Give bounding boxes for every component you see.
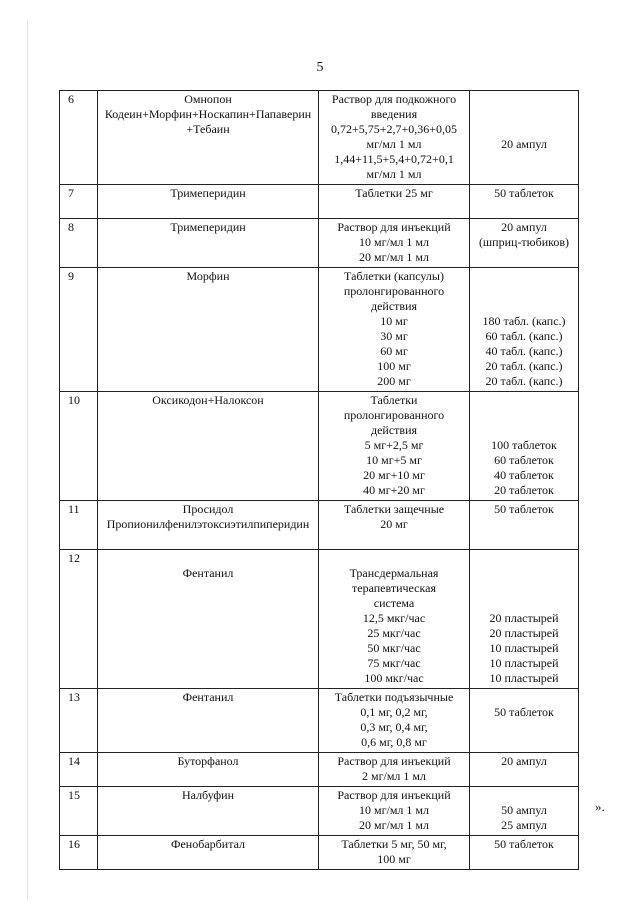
quantity-line xyxy=(473,167,575,182)
drug-name-line xyxy=(101,551,315,566)
dosage-form-cell xyxy=(319,185,470,219)
dosage-form-line: 60 мг xyxy=(380,344,408,358)
quantity-line: 40 таблеток xyxy=(494,468,554,482)
dosage-form-line xyxy=(322,201,466,216)
dosage-form-cell xyxy=(319,550,470,689)
dosage-form-cell xyxy=(319,836,470,870)
dosage-form-line: 10 мг/мл 1 мл xyxy=(358,235,429,249)
quantity-cell xyxy=(470,836,579,870)
quantity-line xyxy=(473,269,575,284)
row-number-cell: 14 xyxy=(60,753,98,787)
drug-name-line: Фенобарбитал xyxy=(171,837,245,851)
dosage-form-line: Раствор для инъекций xyxy=(337,788,451,802)
drug-name-line: Пропионилфенилэтоксиэтилпиперидин xyxy=(106,517,310,531)
quantity-line xyxy=(473,122,575,137)
row-number-cell: 7 xyxy=(60,185,98,219)
row-number-cell: 11 xyxy=(60,501,98,550)
drug-name-line: Просидол xyxy=(182,502,234,516)
dosage-form-line xyxy=(322,532,466,547)
dosage-form-line: 30 мг xyxy=(380,329,408,343)
dosage-form-line: Раствор для инъекций xyxy=(337,754,451,768)
quantity-line xyxy=(473,299,575,314)
drug-name-line: Тримеперидин xyxy=(170,186,246,200)
drug-name-line: Оксикодон+Налоксон xyxy=(152,393,264,407)
quantity-cell xyxy=(470,787,579,836)
quantity-line: 25 ампул xyxy=(501,818,547,832)
quantity-line: 10 пластырей xyxy=(489,641,559,655)
dosage-form-cell xyxy=(319,689,470,753)
quantity-line xyxy=(473,788,575,803)
quantity-line xyxy=(473,92,575,107)
quantity-line xyxy=(473,152,575,167)
dosage-form-cell xyxy=(319,91,470,185)
medication-table-body xyxy=(60,91,579,870)
dosage-form-line: 0,1 мг, 0,2 мг, xyxy=(360,705,428,719)
drug-name-cell xyxy=(98,753,319,787)
dosage-form-line: 5 мг+2,5 мг xyxy=(364,438,424,452)
quantity-line: 40 табл. (капс.) xyxy=(485,344,563,358)
dosage-form-line: 100 мг xyxy=(377,359,411,373)
dosage-form-line: введения xyxy=(370,107,418,121)
dosage-form-line: пролонгированного xyxy=(343,408,445,422)
drug-name-line: +Тебаин xyxy=(186,122,230,136)
quantity-line: 20 ампул xyxy=(501,754,547,768)
dosage-form-line: мг/мл 1 мл xyxy=(366,167,422,181)
quantity-line: 50 таблеток xyxy=(494,837,554,851)
quantity-cell xyxy=(470,185,579,219)
drug-name-cell xyxy=(98,268,319,392)
dosage-form-line: Таблетки xyxy=(370,393,418,407)
dosage-form-line: система xyxy=(373,596,415,610)
drug-name-line: Буторфанол xyxy=(177,754,239,768)
table-row xyxy=(60,219,579,268)
drug-name-cell xyxy=(98,185,319,219)
quantity-cell xyxy=(470,392,579,501)
quantity-line xyxy=(473,393,575,408)
quantity-line: 60 табл. (капс.) xyxy=(485,329,563,343)
drug-name-cell xyxy=(98,787,319,836)
quantity-line xyxy=(473,566,575,581)
dosage-form-line: 0,3 мг, 0,4 мг, xyxy=(360,720,428,734)
dosage-form-line: пролонгированного xyxy=(343,284,445,298)
scan-edge-line xyxy=(27,20,28,900)
dosage-form-line: 25 мкг/час xyxy=(367,626,421,640)
drug-name-line: Морфин xyxy=(186,269,230,283)
drug-name-cell xyxy=(98,501,319,550)
quantity-cell xyxy=(470,91,579,185)
row-number-cell: 8 xyxy=(60,219,98,268)
table-row xyxy=(60,787,579,836)
drug-name-line: Фентанил xyxy=(182,690,234,704)
drug-name-cell xyxy=(98,392,319,501)
dosage-form-line: действия xyxy=(370,299,418,313)
dosage-form-line: 100 мг xyxy=(377,852,411,866)
dosage-form-line: 100 мкг/час xyxy=(364,671,424,685)
dosage-form-line xyxy=(322,551,466,566)
row-number-cell: 15 xyxy=(60,787,98,836)
quantity-line xyxy=(473,596,575,611)
quantity-line xyxy=(473,107,575,122)
dosage-form-line: 10 мг xyxy=(380,314,408,328)
quantity-line: 50 таблеток xyxy=(494,705,554,719)
drug-name-line: Кодеин+Морфин+Носкапин+Папаверин xyxy=(104,107,312,121)
drug-name-cell xyxy=(98,219,319,268)
quantity-line: 20 ампул xyxy=(501,220,547,234)
dosage-form-line: Таблетки подъязычные xyxy=(334,690,454,704)
dosage-form-line: Таблетки (капсулы) xyxy=(344,269,444,283)
quantity-line: 50 ампул xyxy=(501,803,547,817)
quantity-line xyxy=(473,581,575,596)
quantity-line xyxy=(473,690,575,705)
row-number-cell: 9 xyxy=(60,268,98,392)
dosage-form-cell xyxy=(319,787,470,836)
dosage-form-line: 10 мг/мл 1 мл xyxy=(358,803,429,817)
quantity-line xyxy=(473,423,575,438)
dosage-form-line: Таблетки 5 мг, 50 мг, xyxy=(341,837,447,851)
drug-name-cell xyxy=(98,689,319,753)
dosage-form-line: 1,44+11,5+5,4+0,72+0,1 xyxy=(334,152,454,166)
quantity-line: 100 таблеток xyxy=(491,438,557,452)
quantity-line: 20 пластырей xyxy=(489,626,559,640)
dosage-form-cell xyxy=(319,219,470,268)
quantity-line: 50 таблеток xyxy=(494,186,554,200)
medication-table xyxy=(59,90,579,870)
quantity-cell xyxy=(470,753,579,787)
drug-name-line: Тримеперидин xyxy=(170,220,246,234)
dosage-form-line: 20 мг/мл 1 мл xyxy=(358,818,429,832)
page-number: 5 xyxy=(316,60,324,75)
closing-quote-mark: ». xyxy=(595,799,605,814)
dosage-form-cell xyxy=(319,501,470,550)
row-number-cell: 13 xyxy=(60,689,98,753)
drug-name-cell xyxy=(98,836,319,870)
table-row xyxy=(60,268,579,392)
dosage-form-line: Таблетки защечные xyxy=(343,502,445,516)
drug-name-line: Омнопон xyxy=(184,92,232,106)
dosage-form-line: терапевтическая xyxy=(352,581,436,595)
drug-name-cell xyxy=(98,550,319,689)
quantity-line: 10 пластырей xyxy=(489,656,559,670)
drug-name-line: Фентанил xyxy=(182,566,234,580)
quantity-line: 20 табл. (капс.) xyxy=(485,359,563,373)
row-number-cell: 16 xyxy=(60,836,98,870)
quantity-line: 10 пластырей xyxy=(489,671,559,685)
quantity-cell xyxy=(470,501,579,550)
row-number-cell: 10 xyxy=(60,392,98,501)
dosage-form-line: действия xyxy=(370,423,418,437)
drug-name-cell xyxy=(98,91,319,185)
table-row xyxy=(60,185,579,219)
drug-name-line: Налбуфин xyxy=(181,788,235,802)
dosage-form-line: 75 мкг/час xyxy=(367,656,421,670)
quantity-line: 20 таблеток xyxy=(494,483,554,497)
quantity-line xyxy=(473,551,575,566)
quantity-line: (шприц-тюбиков) xyxy=(478,235,570,249)
table-row xyxy=(60,501,579,550)
dosage-form-line: 200 мг xyxy=(377,374,411,388)
quantity-line: 50 таблеток xyxy=(494,502,554,516)
table-row xyxy=(60,753,579,787)
table-row xyxy=(60,689,579,753)
row-number-cell: 6 xyxy=(60,91,98,185)
row-number-cell: 12 xyxy=(60,550,98,689)
dosage-form-line: Таблетки 25 мг xyxy=(355,186,433,200)
quantity-cell xyxy=(470,219,579,268)
quantity-line xyxy=(473,284,575,299)
dosage-form-line: 50 мкг/час xyxy=(367,641,421,655)
dosage-form-line: 2 мг/мл 1 мл xyxy=(361,769,426,783)
dosage-form-line: 12,5 мкг/час xyxy=(362,611,426,625)
quantity-line xyxy=(473,408,575,423)
quantity-line: 20 пластырей xyxy=(489,611,559,625)
dosage-form-line: Трансдермальная xyxy=(349,566,439,580)
quantity-line: 180 табл. (капс.) xyxy=(482,314,566,328)
table-row xyxy=(60,392,579,501)
table-row xyxy=(60,550,579,689)
dosage-form-line: 20 мг/мл 1 мл xyxy=(358,250,429,264)
dosage-form-cell xyxy=(319,392,470,501)
dosage-form-line: 10 мг+5 мг xyxy=(366,453,422,467)
dosage-form-line: 20 мг xyxy=(380,517,408,531)
quantity-cell xyxy=(470,689,579,753)
dosage-form-line: 0,72+5,75+2,7+0,36+0,05 xyxy=(330,122,458,136)
quantity-cell xyxy=(470,268,579,392)
quantity-line: 20 табл. (капс.) xyxy=(485,374,563,388)
dosage-form-line: 40 мг+20 мг xyxy=(363,483,425,497)
dosage-form-line: 20 мг+10 мг xyxy=(363,468,425,482)
dosage-form-line: Раствор для подкожного xyxy=(331,92,457,106)
dosage-form-cell xyxy=(319,753,470,787)
table-row xyxy=(60,836,579,870)
quantity-cell xyxy=(470,550,579,689)
dosage-form-line: мг/мл 1 мл xyxy=(366,137,422,151)
table-row xyxy=(60,91,579,185)
quantity-line: 20 ампул xyxy=(501,137,547,151)
dosage-form-line: Раствор для инъекций xyxy=(337,220,451,234)
dosage-form-cell xyxy=(319,268,470,392)
dosage-form-line: 0,6 мг, 0,8 мг xyxy=(361,735,427,749)
quantity-line: 60 таблеток xyxy=(494,453,554,467)
